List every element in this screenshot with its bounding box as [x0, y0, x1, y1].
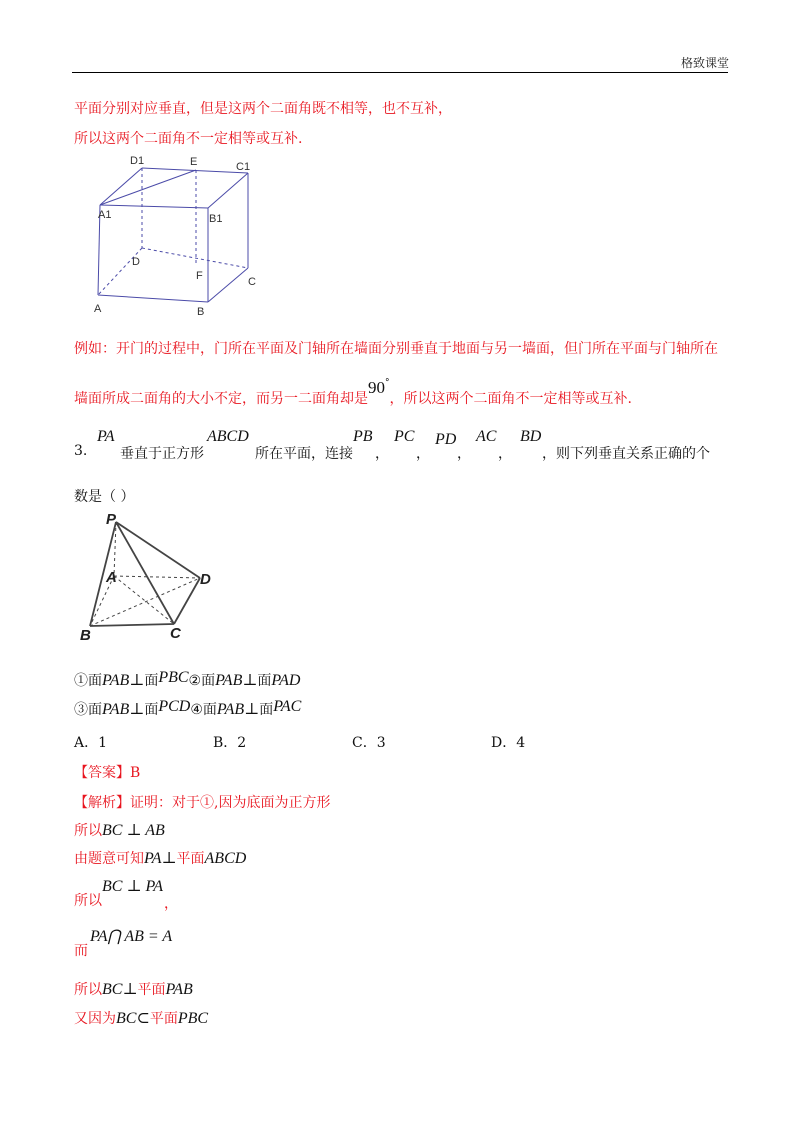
analysis-l5-math: PA⋂ AB = A	[90, 928, 173, 945]
answer-tag: 【答案】	[74, 765, 130, 781]
s1-left: PAB	[102, 672, 130, 689]
intro-line-1: 平面分别对应垂直，但是这两个二面角既不相等，也不互补，	[74, 101, 452, 117]
analysis-line-3	[74, 848, 246, 868]
analysis-l4-comma: ，	[164, 896, 178, 912]
analysis-l6-text: 所以	[74, 982, 102, 998]
q-pa: PA	[97, 428, 115, 445]
analysis-text-1: 证明：对于①,因为底面为正方形	[130, 795, 331, 811]
q-text-3: ，则下列垂直关系正确的个	[542, 446, 710, 462]
s2-left: PAB	[215, 672, 243, 689]
statement-row-2	[74, 699, 301, 719]
analysis-l6-rel: ⊥	[122, 981, 138, 998]
analysis-l7-pbc: PBC	[177, 1010, 209, 1027]
s2-num: ②面	[188, 673, 216, 689]
s1-right: PBC	[158, 669, 189, 686]
q-text-4: 数是（ ）	[74, 489, 135, 505]
label-d: D	[132, 256, 140, 268]
question-number: 3.	[74, 443, 88, 459]
q-sep-1: ，	[375, 446, 389, 462]
q-sep-2: ，	[416, 446, 430, 462]
q-ac: AC	[476, 428, 497, 445]
example-line-2	[74, 378, 632, 408]
analysis-l4-text: 所以	[74, 893, 102, 909]
analysis-line-2	[74, 820, 165, 840]
option-d[interactable]: D．4	[491, 735, 526, 751]
option-c[interactable]: C．3	[352, 735, 386, 751]
analysis-l7-plane: 平面	[149, 1011, 178, 1027]
q-abcd: ABCD	[207, 428, 249, 445]
answer	[74, 762, 140, 782]
q-pb: PB	[353, 428, 373, 445]
analysis-line-7	[74, 1008, 208, 1028]
s2-right: PAD	[271, 672, 301, 689]
label-pa: A	[106, 569, 117, 586]
header-divider	[72, 72, 728, 73]
option-a[interactable]: A．1	[74, 735, 108, 751]
analysis-line-6	[74, 979, 193, 999]
label-d1: D1	[130, 155, 145, 167]
angle-value: 90	[368, 378, 385, 397]
analysis-l5-text: 而	[74, 943, 88, 959]
analysis-l4-math: BC ⊥ PA	[102, 878, 163, 895]
q-text-2: 所在平面，连接	[255, 446, 353, 462]
example-line-1: 例如：开门的过程中，门所在平面及门轴所在墙面分别垂直于地面与另一墙面，但门所在平面与门轴所在	[74, 341, 718, 357]
analysis-l3-rel: ⊥	[161, 850, 177, 867]
label-p: P	[106, 511, 117, 528]
analysis-l6-math: BC	[102, 981, 123, 998]
analysis-l3-math: PA	[144, 850, 162, 867]
analysis-l7-rel: ⊂	[136, 1010, 150, 1027]
analysis-l3-plane: 平面	[176, 851, 205, 867]
example-line-2-end: ，所以这两个二面角不一定相等或互补.	[389, 391, 632, 407]
statement-row-1	[74, 670, 300, 690]
header-brand: 格致课堂	[681, 56, 730, 70]
q-sep-4: ，	[498, 446, 512, 462]
s4-face: 面	[259, 702, 274, 718]
s1-rel: ⊥	[129, 672, 145, 689]
s1-face: 面	[144, 673, 159, 689]
analysis-l6-pab: PAB	[165, 981, 193, 998]
analysis-tag: 【解析】	[74, 795, 130, 811]
s4-right: PAC	[273, 698, 302, 715]
analysis-l2-text: 所以	[74, 823, 102, 839]
analysis-line-1	[74, 792, 330, 812]
intro-line-2: 所以这两个二面角不一定相等或互补.	[74, 131, 303, 147]
q-pd: PD	[435, 431, 457, 448]
s3-left: PAB	[102, 701, 130, 718]
label-c: C	[248, 276, 256, 288]
analysis-l6-plane: 平面	[137, 982, 166, 998]
s3-face: 面	[144, 702, 159, 718]
label-f: F	[196, 270, 203, 282]
label-c1: C1	[236, 161, 251, 173]
s4-rel: ⊥	[244, 701, 260, 718]
pyramid-figure	[76, 508, 226, 648]
analysis-l7-math: BC	[116, 1010, 137, 1027]
label-pc: C	[170, 625, 181, 642]
s4-left: PAB	[216, 701, 245, 718]
analysis-l3-abcd: ABCD	[204, 850, 247, 867]
q-bd: BD	[520, 428, 542, 445]
s1-num: ①面	[74, 673, 102, 689]
label-pb: B	[80, 627, 91, 644]
q-pc: PC	[394, 428, 415, 445]
analysis-l2-math: BC ⊥ AB	[102, 822, 165, 839]
label-b: B	[197, 306, 205, 318]
s4-num: ④面	[190, 702, 217, 718]
answer-value: B	[130, 765, 141, 781]
label-b1: B1	[209, 213, 223, 225]
s3-rel: ⊥	[129, 701, 145, 718]
s2-rel: ⊥	[242, 672, 258, 689]
s2-face: 面	[257, 673, 272, 689]
label-e: E	[190, 156, 198, 168]
s3-right: PCD	[158, 698, 191, 715]
analysis-l3-text: 由题意可知	[74, 851, 144, 867]
label-pd: D	[200, 571, 211, 588]
s3-num: ③面	[74, 702, 102, 718]
analysis-l7-text: 又因为	[74, 1011, 116, 1027]
q-sep-3: ，	[457, 446, 471, 462]
label-a1: A1	[98, 209, 112, 221]
cube-figure	[80, 150, 280, 325]
example-line-2-start: 墙面所成二面角的大小不定，而另一二面角却是	[74, 391, 368, 407]
label-a: A	[94, 303, 102, 315]
q-text-1: 垂直于正方形	[120, 446, 204, 462]
option-b[interactable]: B．2	[213, 735, 247, 751]
degree-symbol: °	[385, 378, 390, 388]
